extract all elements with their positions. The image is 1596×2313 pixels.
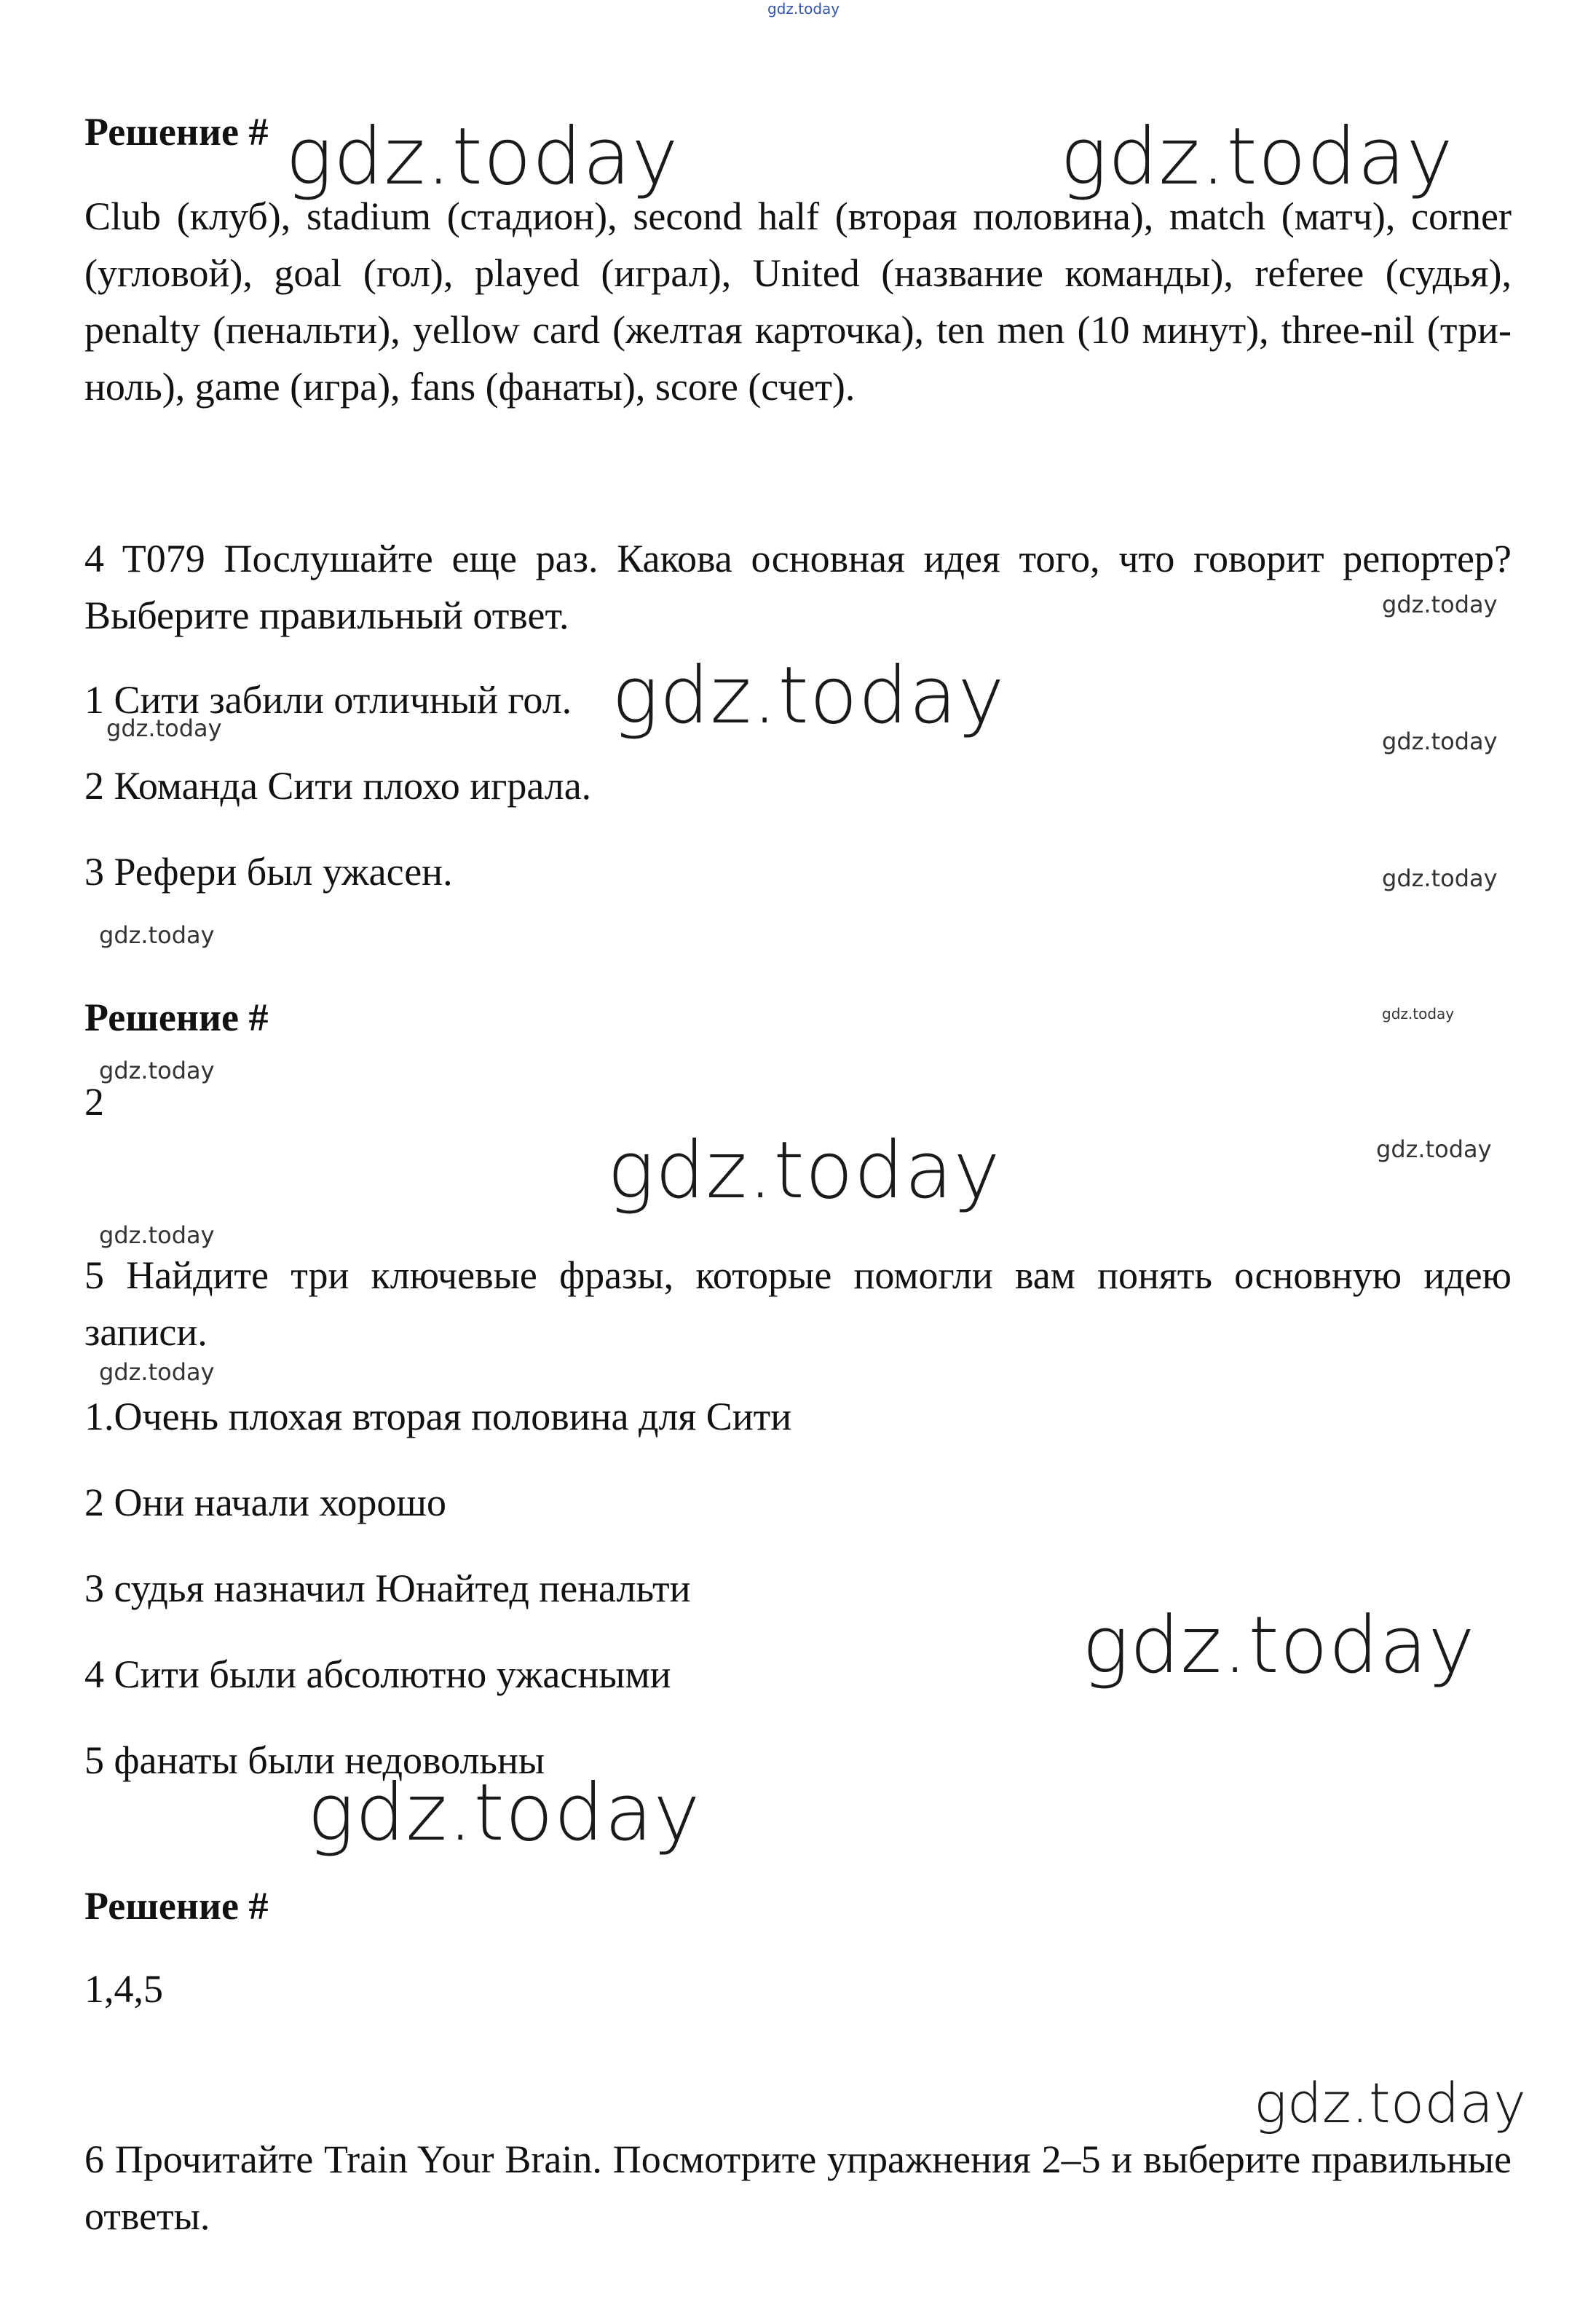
watermark-small: gdz.today (1382, 864, 1498, 892)
task-5-item-3: 3 судья назначил Юнайтед пенальти (84, 1567, 691, 1610)
watermark-small: gdz.today (1382, 728, 1498, 755)
watermark-tiny: gdz.today (1382, 1005, 1455, 1022)
task-5-item-4: 4 Сити были абсолютно ужасными (84, 1652, 671, 1696)
task-5-item-1: 1.Очень плохая вторая половина для Сити (84, 1395, 792, 1438)
task-5-answer: 1,4,5 (84, 1967, 163, 2011)
watermark-small: gdz.today (99, 921, 215, 949)
solution-heading-1: Решение # (84, 110, 269, 154)
task-4-option-1: 1 Сити забили отличный гол. (84, 678, 572, 722)
task-4-answer: 2 (84, 1080, 104, 1124)
watermark-large: gdz.today (307, 1768, 701, 1859)
task-5-item-5: 5 фанаты были недовольны (84, 1738, 545, 1782)
watermark-large: gdz.today (607, 1125, 1001, 1216)
task-4-question: 4 T079 Послушайте еще раз. Какова основная идея того, что говорит репортер? Выберите правильный ответ. (84, 537, 1512, 637)
watermark-large: gdz.today (1060, 111, 1454, 202)
watermark-large: gdz.today (285, 111, 679, 202)
watermark-small: gdz.today (1382, 591, 1498, 618)
vocabulary-list: Club (клуб), stadium (стадион), second half (вторая половина), match (матч), corner (угловой), goal (гол), played (играл), United (название команды), referee (судья), penalty (пенальти), yellow card (желтая карточка), ten men (10 минут), three-nil (три-ноль), game (игра), fans (фанаты), score (счет). (84, 194, 1512, 409)
task-6-question: 6 Прочитайте Train Your Brain. Посмотрите упражнения 2–5 и выберите правильные ответы. (84, 2137, 1512, 2238)
task-4-option-3: 3 Рефери был ужасен. (84, 850, 453, 894)
task-5-item-2: 2 Они начали хорошо (84, 1481, 446, 1524)
watermark-small: gdz.today (1376, 1135, 1492, 1163)
watermark-small: gdz.today (99, 1057, 215, 1084)
watermark-small: gdz.today (99, 1358, 215, 1386)
solution-heading-2: Решение # (84, 996, 269, 1039)
watermark-top: gdz.today (767, 0, 840, 17)
task-5-question: 5 Найдите три ключевые фразы, которые помогли вам понять основную идею записи. (84, 1253, 1512, 1354)
watermark-medium: gdz.today (1254, 2070, 1526, 2135)
watermark-large: gdz.today (612, 650, 1006, 741)
solution-heading-3: Решение # (84, 1884, 269, 1928)
watermark-large: gdz.today (1082, 1600, 1476, 1691)
watermark-small: gdz.today (106, 714, 222, 742)
task-4-option-2: 2 Команда Сити плохо играла. (84, 764, 592, 808)
watermark-small: gdz.today (99, 1221, 215, 1249)
